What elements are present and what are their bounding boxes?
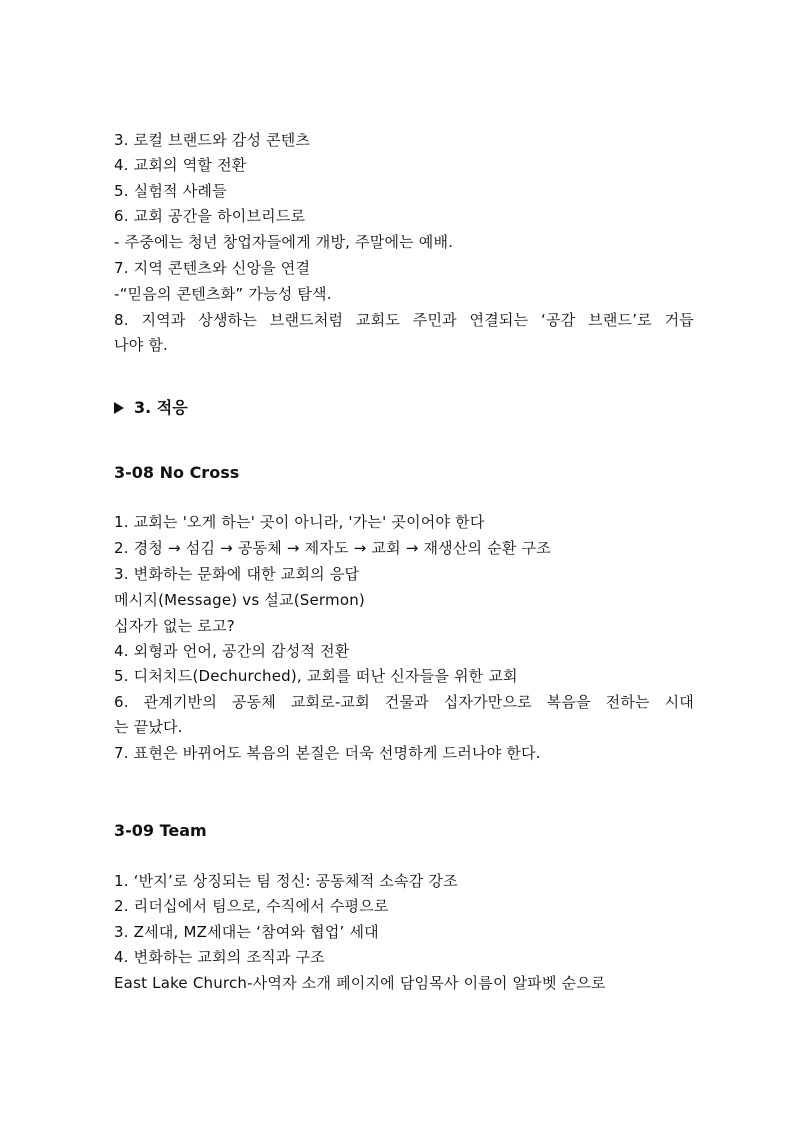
subsection-title-308: 3-08 No Cross — [114, 463, 240, 482]
list-item: 메시지(Message) vs 설교(Sermon) — [114, 591, 365, 609]
section-heading — [114, 397, 188, 419]
list-item: East Lake Church-사역자 소개 페이지에 담임목사 이름이 알파벳 순으로 — [114, 974, 606, 992]
list-item: 5. 디처치드(Dechurched), 교회를 떠난 신자들을 위한 교회 — [114, 667, 518, 685]
list-item: 7. 지역 콘텐츠와 신앙을 연결 — [114, 259, 311, 277]
list-item: 6. 관계기반의 공동체 교회로-교회 건물과 십자가만으로 복음을 전하는 시대 — [114, 693, 694, 711]
list-item: 는 끝났다. — [114, 718, 183, 736]
list-item: 4. 변화하는 교회의 조직과 구조 — [114, 948, 325, 966]
list-item: 3. 변화하는 문화에 대한 교회의 응답 — [114, 565, 360, 583]
list-item: - 주중에는 청년 창업자들에게 개방, 주말에는 예배. — [114, 233, 454, 251]
list-item: 2. 리더십에서 팀으로, 수직에서 수평으로 — [114, 897, 389, 915]
list-item: 5. 실험적 사례들 — [114, 182, 227, 200]
list-item: 3. Z세대, MZ세대는 ‘참여와 협업’ 세대 — [114, 923, 379, 941]
list-item: 2. 경청 → 섬김 → 공동체 → 제자도 → 교회 → 재생산의 순환 구조 — [114, 539, 551, 557]
list-item: 4. 교회의 역할 전환 — [114, 156, 247, 174]
triangle-right-icon — [114, 402, 124, 414]
list-item: 7. 표현은 바뀌어도 복음의 본질은 더욱 선명하게 드러나야 한다. — [114, 744, 541, 762]
list-item: 8. 지역과 상생하는 브랜드처럼 교회도 주민과 연결되는 ‘공감 브랜드’로 거듭 — [114, 311, 694, 329]
list-item: 1. 교회는 '오게 하는' 곳이 아니라, '가는' 곳이어야 한다 — [114, 513, 485, 531]
list-item: 3. 로컬 브랜드와 감성 콘텐츠 — [114, 131, 311, 149]
list-item: -“믿음의 콘텐츠화” 가능성 탐색. — [114, 285, 332, 303]
list-item: 나야 함. — [114, 336, 169, 354]
list-item: 6. 교회 공간을 하이브리드로 — [114, 207, 306, 225]
list-item: 십자가 없는 로고? — [114, 617, 235, 635]
list-item: 4. 외형과 언어, 공간의 감성적 전환 — [114, 642, 350, 660]
subsection-title-309: 3-09 Team — [114, 821, 207, 840]
list-item: 1. ‘반지’로 상징되는 팀 정신: 공동체적 소속감 강조 — [114, 872, 458, 890]
section-heading-label: 3. 적응 — [134, 398, 188, 417]
